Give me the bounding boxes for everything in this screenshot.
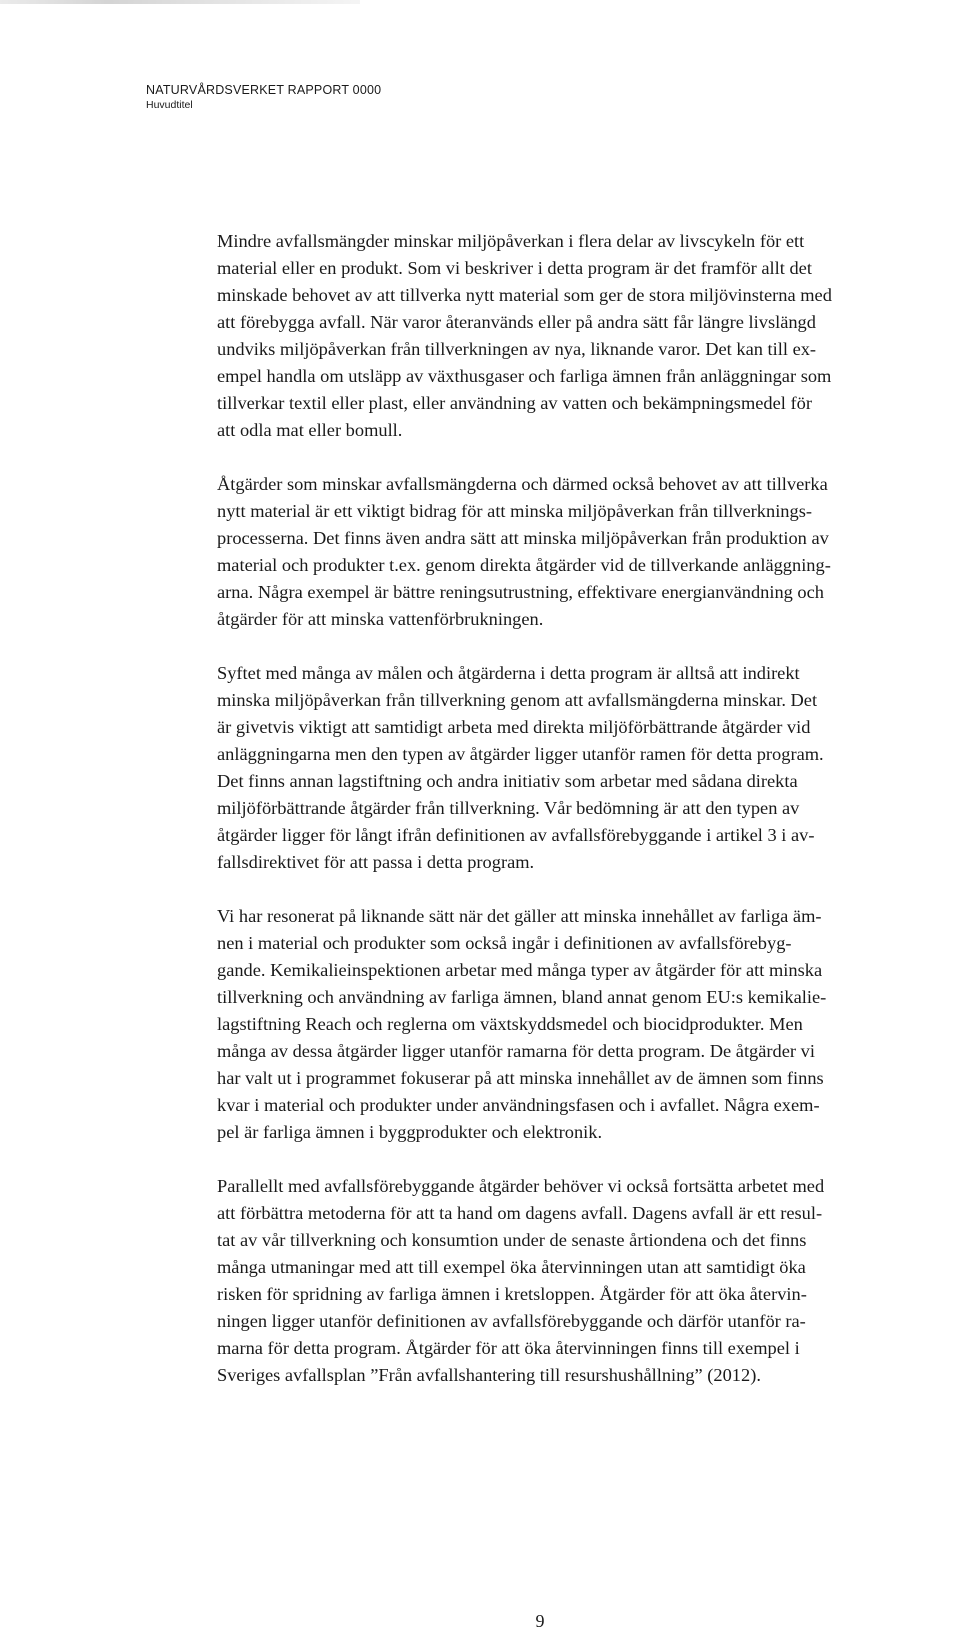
- text-line: nytt material är ett viktigt bidrag för att minska miljöpåverkan från tillverknings-: [217, 501, 812, 521]
- text-line: minskade behovet av att tillverka nytt material som ger de stora miljövinsterna med: [217, 285, 832, 305]
- report-title: NATURVÅRDSVERKET RAPPORT 0000: [146, 83, 382, 97]
- text-line: Åtgärder som minskar avfallsmängderna och därmed också behovet av att tillverka: [217, 474, 828, 494]
- text-line: tat av vår tillverkning och konsumtion under de senaste årtiondena och det finns: [217, 1230, 807, 1250]
- text-line: är givetvis viktigt att samtidigt arbeta med direkta miljöförbättrande åtgärder vid: [217, 717, 811, 737]
- text-line: Det finns annan lagstiftning och andra initiativ som arbetar med sådana direkta: [217, 771, 798, 791]
- text-line: miljöförbättrande åtgärder från tillverkning. Vår bedömning är att den typen av: [217, 798, 800, 818]
- text-line: många av dessa åtgärder ligger utanför ramarna för detta program. De åtgärder vi: [217, 1041, 815, 1061]
- text-line: kvar i material och produkter under användningsfasen och i avfallet. Några exem-: [217, 1095, 820, 1115]
- text-line: Sveriges avfallsplan ”Från avfallshantering till resurshushållning” (2012).: [217, 1365, 761, 1385]
- text-line: Syftet med många av målen och åtgärderna i detta program är alltså att indirekt: [217, 663, 800, 683]
- text-line: marna för detta program. Åtgärder för att öka återvinningen finns till exempel i: [217, 1338, 800, 1358]
- text-line: pel är farliga ämnen i byggprodukter och elektronik.: [217, 1122, 603, 1142]
- text-line: åtgärder ligger för långt ifrån definitionen av avfallsförebyggande i artikel 3 i av-: [217, 825, 815, 845]
- text-line: ningen ligger utanför definitionen av avfallsförebyggande och därför utanför ra-: [217, 1311, 806, 1331]
- text-line: tillverkning och användning av farliga ämnen, bland annat genom EU:s kemikalie-: [217, 987, 827, 1007]
- text-line: risken för spridning av farliga ämnen i kretsloppen. Åtgärder för att öka återvin-: [217, 1284, 807, 1304]
- text-line: Mindre avfallsmängder minskar miljöpåverkan i flera delar av livscykeln för ett: [217, 231, 805, 251]
- paragraph-5: [217, 1173, 910, 1389]
- text-line: fallsdirektivet för att passa i detta program.: [217, 852, 535, 872]
- text-line: Parallellt med avfallsförebyggande åtgärder behöver vi också fortsätta arbetet med: [217, 1176, 825, 1196]
- text-line: undviks miljöpåverkan från tillverkningen av nya, liknande varor. Det kan till ex-: [217, 339, 817, 359]
- page-header: [146, 82, 381, 112]
- text-line: har valt ut i programmet fokuserar på att minska innehållet av de ämnen som finns: [217, 1068, 824, 1088]
- body-text: [217, 228, 910, 1389]
- text-line: Vi har resonerat på liknande sätt när det gäller att minska innehållet av farliga äm-: [217, 906, 822, 926]
- report-subtitle: Huvudtitel: [146, 99, 193, 111]
- paragraph-4: [217, 903, 910, 1146]
- text-line: empel handla om utsläpp av växthusgaser och farliga ämnen från anläggningar som: [217, 366, 832, 386]
- paragraph-1: [217, 228, 910, 444]
- text-line: material och produkter t.ex. genom direkta åtgärder vid de tillverkande anläggning-: [217, 555, 831, 575]
- text-line: gande. Kemikalieinspektionen arbetar med många typer av åtgärder för att minska: [217, 960, 823, 980]
- text-line: anläggningarna men den typen av åtgärder ligger utanför ramen för detta program.: [217, 744, 824, 764]
- text-line: att odla mat eller bomull.: [217, 420, 403, 440]
- text-line: arna. Några exempel är bättre reningsutrustning, effektivare energianvändning och: [217, 582, 824, 602]
- text-line: åtgärder för att minska vattenförbrukningen.: [217, 609, 544, 629]
- text-line: att förbättra metoderna för att ta hand om dagens avfall. Dagens avfall är ett resul-: [217, 1203, 823, 1223]
- text-line: att förebygga avfall. När varor återanvänds eller på andra sätt får längre livslängd: [217, 312, 816, 332]
- page-number: 9: [535, 1611, 545, 1631]
- paragraph-3: [217, 660, 910, 876]
- text-line: tillverkar textil eller plast, eller användning av vatten och bekämpningsmedel för: [217, 393, 812, 413]
- text-line: minska miljöpåverkan från tillverkning genom att avfallsmängderna minskar. Det: [217, 690, 818, 710]
- text-line: många utmaningar med att till exempel öka återvinningen utan att samtidigt öka: [217, 1257, 806, 1277]
- text-line: material eller en produkt. Som vi beskriver i detta program är det framför allt det: [217, 258, 812, 278]
- text-line: nen i material och produkter som också ingår i definitionen av avfallsförebyg-: [217, 933, 792, 953]
- text-line: lagstiftning Reach och reglerna om växtskyddsmedel och biocidprodukter. Men: [217, 1014, 803, 1034]
- paragraph-2: [217, 471, 910, 633]
- scan-edge-artifact: [0, 0, 360, 4]
- text-line: processerna. Det finns även andra sätt att minska miljöpåverkan från produktion av: [217, 528, 829, 548]
